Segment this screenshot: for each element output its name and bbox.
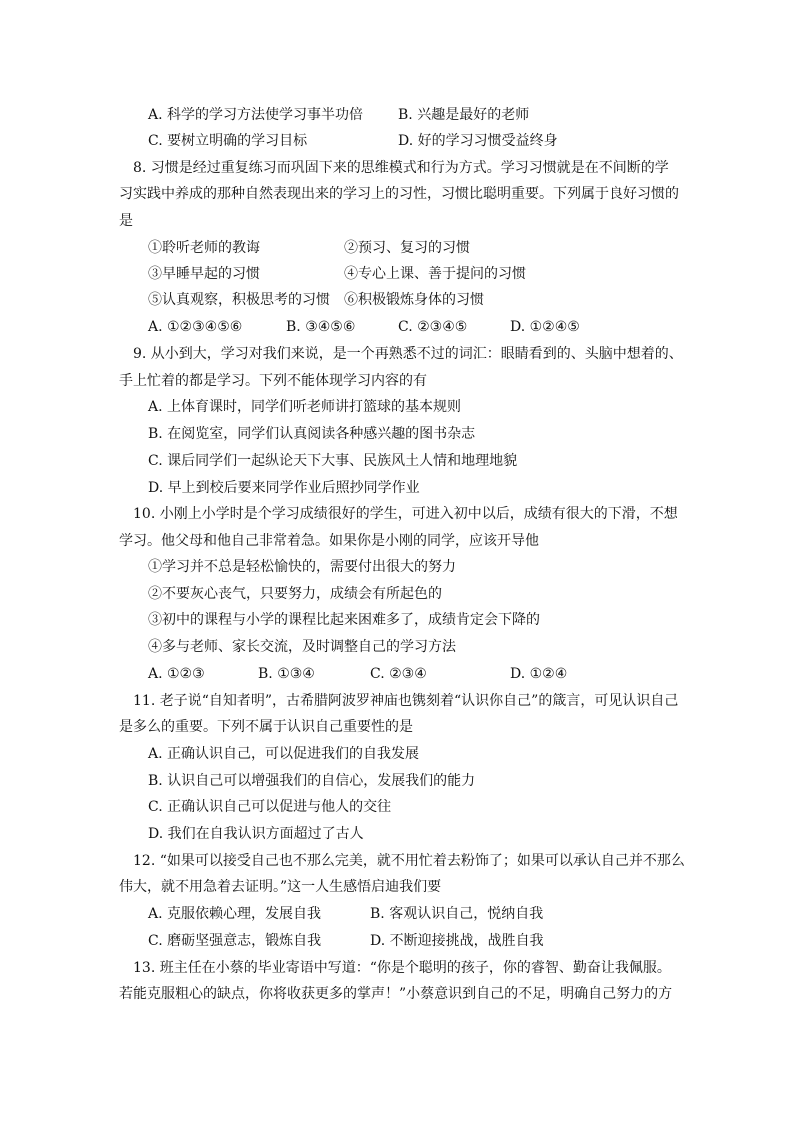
- q9-stem-line1: 9. 从小到大，学习对我们来说，是一个再熟悉不过的词汇：眼睛看到的、头脑中想着的、: [133, 346, 683, 362]
- q7-options-row2: [148, 131, 558, 151]
- q8-option-a: A. ①②③④⑤⑥: [148, 319, 243, 335]
- q8-item-4: ④专心上课、善于提问的习惯: [344, 266, 526, 282]
- q8-items-row2: [148, 264, 526, 284]
- q8-item-2: ②预习、复习的习惯: [344, 240, 470, 256]
- q12-option-a: A. 克服依赖心理，发展自我: [148, 906, 322, 922]
- q11-stem-line2: 是多么的重要。下列不属于认识自己重要性的是: [119, 719, 413, 735]
- q8-item-6: ⑥积极锻炼身体的习惯: [344, 292, 484, 308]
- q11-stem-line1: 11. 老子说“自知者明”，古希腊阿波罗神庙也镌刻着“认识你自己”的箴言，可见认识自己: [133, 693, 679, 709]
- q8-items-row1: [148, 238, 470, 258]
- q12-option-c: C. 磨砺坚强意志，锻炼自我: [148, 933, 322, 949]
- q10-stem-line2: 学习。他父母和他自己非常着急。如果你是小刚的同学，应该开导他: [119, 533, 539, 549]
- q9-option-d: D. 早上到校后要来同学作业后照抄同学作业: [148, 480, 420, 496]
- q10-option-d: D. ①②④: [510, 666, 568, 682]
- q11-option-b: B. 认识自己可以增强我们的自信心，发展我们的能力: [148, 773, 476, 789]
- q9-option-b: B. 在阅览室，同学们认真阅读各种感兴趣的图书杂志: [148, 426, 476, 442]
- q9-stem-line2: 手上忙着的都是学习。下列不能体现学习内容的有: [119, 373, 427, 389]
- q8-option-c: C. ②③④⑤: [398, 319, 468, 335]
- q13-stem-line1: 13. 班主任在小蔡的毕业寄语中写道：“你是个聪明的孩子，你的睿智、勤奋让我佩服。: [133, 960, 671, 976]
- q8-stem-line3: 是: [119, 213, 133, 229]
- q10-option-b: B. ①③④: [258, 666, 315, 682]
- q13-stem-line2: 若能克服粗心的缺点，你将收获更多的掌声！”小蔡意识到自己的不足，明确自己努力的方: [119, 986, 673, 1002]
- q10-option-a: A. ①②③: [148, 666, 205, 682]
- q10-options: [148, 664, 568, 684]
- q10-option-c: C. ②③④: [370, 666, 427, 682]
- q8-options: [148, 317, 580, 337]
- q8-items-row3: [148, 290, 484, 310]
- q7-option-a: A. 科学的学习方法使学习事半功倍: [148, 107, 364, 123]
- q8-item-1: ①聆听老师的教诲: [148, 240, 260, 256]
- q12-options-row2: [148, 931, 544, 951]
- q11-option-a: A. 正确认识自己，可以促进我们的自我发展: [148, 746, 420, 762]
- q10-stem-line1: 10. 小刚上小学时是个学习成绩很好的学生，可进入初中以后，成绩有很大的下滑，不想: [133, 506, 678, 522]
- q9-option-a: A. 上体育课时，同学们听老师讲打篮球的基本规则: [148, 399, 462, 415]
- q8-stem-line2: 习实践中养成的那种自然表现出来的学习上的习性，习惯比聪明重要。下列属于良好习惯的: [119, 186, 679, 202]
- q11-option-c: C. 正确认识自己可以促进与他人的交往: [148, 799, 392, 815]
- q7-options-row1: [148, 105, 530, 125]
- q10-item-2: ②不要灰心丧气，只要努力，成绩会有所起色的: [148, 586, 442, 602]
- q8-option-d: D. ①②④⑤: [510, 319, 580, 335]
- q12-stem-line1: 12. “如果可以接受自己也不那么完美，就不用忙着去粉饰了；如果可以承认自己并不那么: [133, 853, 685, 869]
- q12-option-d: D. 不断迎接挑战，战胜自我: [370, 933, 544, 949]
- q8-item-5: ⑤认真观察，积极思考的习惯: [148, 292, 330, 308]
- q8-item-3: ③早睡早起的习惯: [148, 266, 260, 282]
- q10-item-1: ①学习并不总是轻松愉快的，需要付出很大的努力: [148, 559, 456, 575]
- q8-option-b: B. ③④⑤⑥: [286, 319, 356, 335]
- q12-option-b: B. 客观认识自己，悦纳自我: [370, 906, 544, 922]
- q7-option-b: B. 兴趣是最好的老师: [398, 107, 530, 123]
- q12-options-row1: [148, 904, 544, 924]
- q10-item-3: ③初中的课程与小学的课程比起来困难多了，成绩肯定会下降的: [148, 612, 540, 628]
- q9-option-c: C. 课后同学们一起纵论天下大事、民族风土人情和地理地貌: [148, 453, 518, 469]
- q7-option-d: D. 好的学习习惯受益终身: [398, 133, 558, 149]
- q12-stem-line2: 伟大，就不用急着去证明。”这一人生感悟启迪我们要: [119, 879, 442, 895]
- q7-option-c: C. 要树立明确的学习目标: [148, 133, 308, 149]
- q11-option-d: D. 我们在自我认识方面超过了古人: [148, 826, 364, 842]
- q10-item-4: ④多与老师、家长交流，及时调整自己的学习方法: [148, 639, 456, 655]
- q8-stem-line1: 8. 习惯是经过重复练习而巩固下来的思维模式和行为方式。学习习惯就是在不间断的学: [133, 160, 669, 176]
